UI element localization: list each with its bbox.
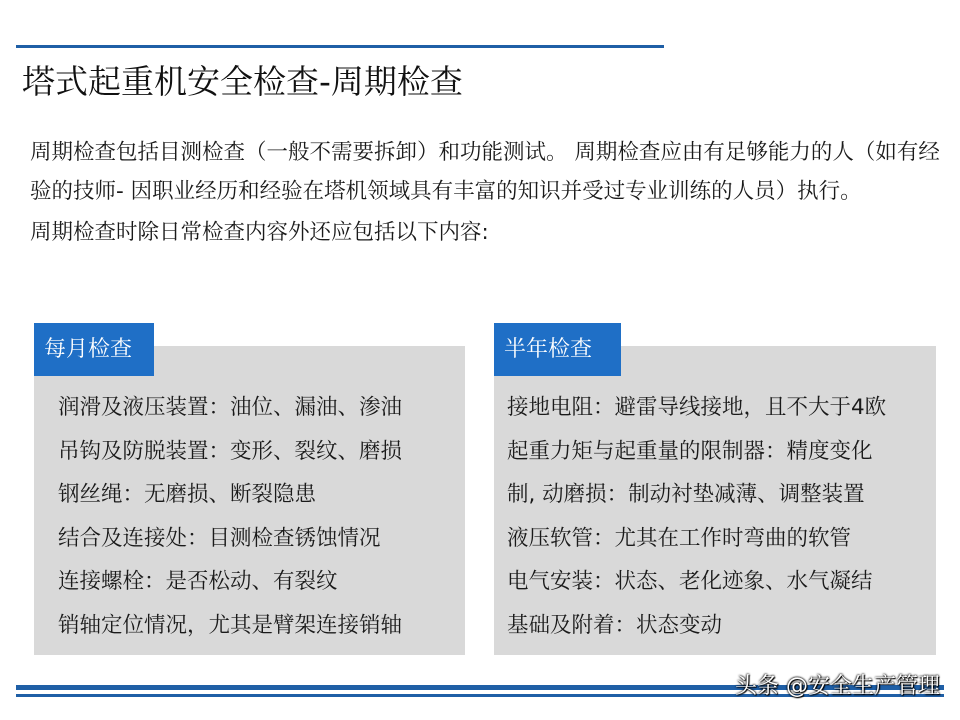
list-item: 钢丝绳：无磨损、断裂隐患 [58, 482, 317, 507]
list-item: 销轴定位情况，尤其是臂架连接销轴 [58, 612, 403, 638]
list-item: 润滑及液压装置：油位、漏油、渗油 [58, 395, 403, 420]
list-item: 接地电阻：避雷导线接地，且不大于4欧 [507, 395, 887, 420]
list-item: 结合及连接处：目测检查锈蚀情况 [58, 525, 381, 551]
monthly-label: 每月检查 [34, 323, 154, 376]
list-item: 连接螺栓：是否松动、有裂纹 [58, 569, 338, 594]
list-item: 制, 动磨损：制动衬垫减薄、调整装置 [507, 482, 865, 507]
page-title: 塔式起重机安全检查-周期检查 [22, 62, 463, 101]
intro-paragraph: 周期检查包括目测检查（一般不需要拆卸）和功能测试。 周期检查应由有足够能力的人（如有经验的技师- 因职业经历和经验在塔机领域具有丰富的知识并受过专业训练的人员）执行。 [30, 140, 940, 204]
list-item: 吊钩及防脱装置：变形、裂纹、磨损 [58, 438, 403, 464]
list-item: 起重力矩与起重量的限制器：精度变化 [507, 438, 873, 464]
watermark: 头条 @安全生产管理 [735, 674, 940, 699]
monthly-list [58, 386, 402, 647]
intro-lead-out: 周期检查时除日常检查内容外还应包括以下内容: [30, 220, 489, 245]
intro-text [30, 133, 945, 252]
semiannual-list [507, 386, 886, 647]
list-item: 基础及附着：状态变动 [507, 612, 723, 638]
top-rule [16, 45, 664, 48]
list-item: 电气安装：状态、老化迹象、水气凝结 [507, 569, 873, 594]
list-item: 液压软管：尤其在工作时弯曲的软管 [507, 525, 852, 551]
semiannual-label: 半年检查 [494, 323, 621, 376]
